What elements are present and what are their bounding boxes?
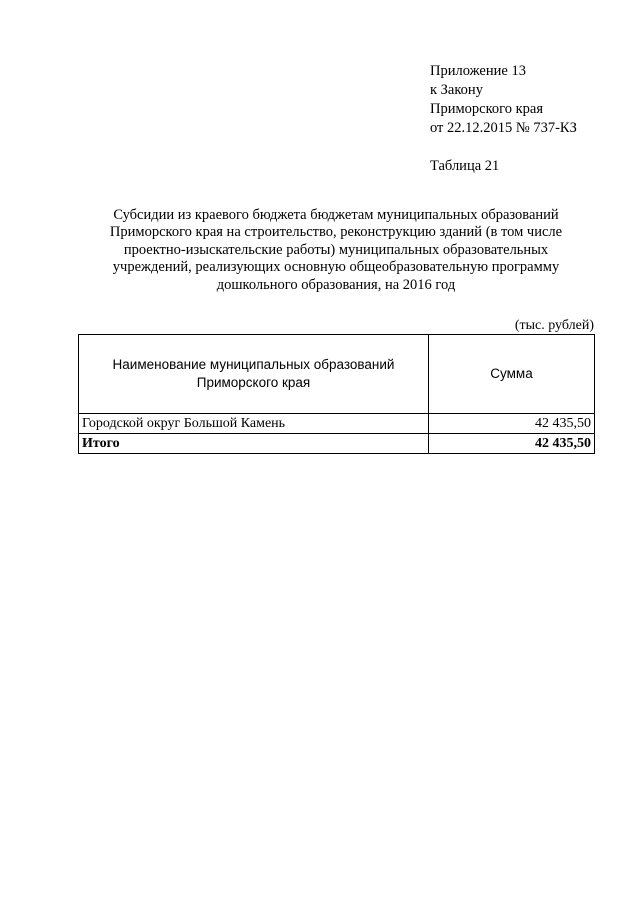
table-header-row (79, 335, 595, 414)
units-label: (тыс. рублей) (514, 318, 594, 333)
table-row (79, 414, 595, 434)
law-ref-line: к Закону (430, 82, 483, 98)
total-amount: 42 435,50 (429, 434, 595, 454)
title-line: дошкольного образования, на 2016 год (216, 276, 456, 293)
title-line: Приморского края на строительство, реконструкцию зданий (в том числе (109, 224, 563, 241)
subsidy-table (78, 334, 595, 454)
appendix-header (430, 62, 577, 138)
name-column-header (79, 335, 429, 414)
title-line: проектно-изыскательские работы) муниципальных образовательных (123, 241, 549, 258)
table-number: Таблица 21 (430, 158, 500, 174)
total-label: Итого (79, 434, 429, 454)
appendix-line: Приложение 13 (430, 63, 526, 79)
total-row (79, 434, 595, 454)
law-date-line: от 22.12.2015 № 737-КЗ (430, 120, 577, 136)
title-line: учреждений, реализующих основную общеобразовательную программу (112, 259, 560, 276)
title-line: Субсидии из краевого бюджета бюджетам муниципальных образований (113, 207, 559, 223)
name-header-line: Наименование муниципальных образований (112, 357, 395, 372)
subsidy-amount: 42 435,50 (429, 414, 595, 434)
municipality-name: Городской округ Большой Камень (79, 414, 429, 434)
name-header-line: Приморского края (196, 375, 311, 390)
amount-column-header: Сумма (429, 335, 595, 414)
region-line: Приморского края (430, 101, 544, 117)
document-title (80, 207, 592, 294)
